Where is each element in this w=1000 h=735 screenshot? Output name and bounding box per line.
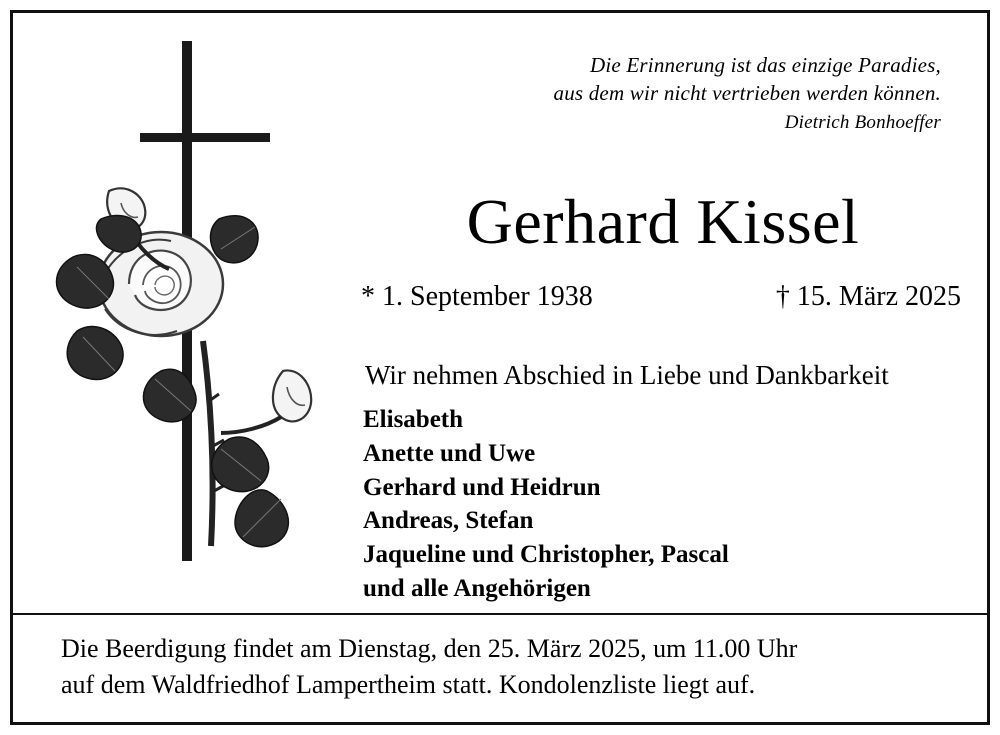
- family-member: Gerhard und Heidrun: [363, 473, 601, 501]
- section-divider: [13, 613, 987, 615]
- death-date: † 15. März 2025: [775, 281, 961, 312]
- birth-date: * 1. September 1938: [361, 281, 593, 312]
- funeral-line-2: auf dem Waldfriedhof Lampertheim statt. Kondolenzliste liegt auf.: [61, 669, 756, 699]
- family-member: Andreas, Stefan: [363, 507, 534, 535]
- family-member: Anette und Uwe: [363, 439, 536, 467]
- family-member: Jaqueline und Christopher, Pascal: [363, 541, 729, 568]
- deceased-name: Gerhard Kissel: [466, 186, 860, 257]
- funeral-line-1: Die Beerdigung findet am Dienstag, den 25. März 2025, um 11.00 Uhr: [61, 634, 798, 663]
- funeral-details: [61, 631, 947, 703]
- obituary-notice: [10, 10, 990, 725]
- quote-author: Dietrich Bonhoeffer: [784, 111, 941, 133]
- memorial-quote: [554, 51, 942, 135]
- notice-inner: [13, 13, 987, 722]
- life-dates: [361, 281, 961, 313]
- quote-line-2: aus dem wir nicht vertrieben werden können.: [553, 81, 941, 106]
- family-list: [363, 403, 729, 606]
- cross-with-rose-icon: [43, 41, 333, 611]
- family-member: Elisabeth: [363, 406, 464, 433]
- farewell-text: Wir nehmen Abschied in Liebe und Dankbarkeit: [365, 360, 889, 390]
- quote-line-1: Die Erinnerung ist das einzige Paradies,: [590, 53, 941, 77]
- family-member: und alle Angehörigen: [363, 574, 591, 602]
